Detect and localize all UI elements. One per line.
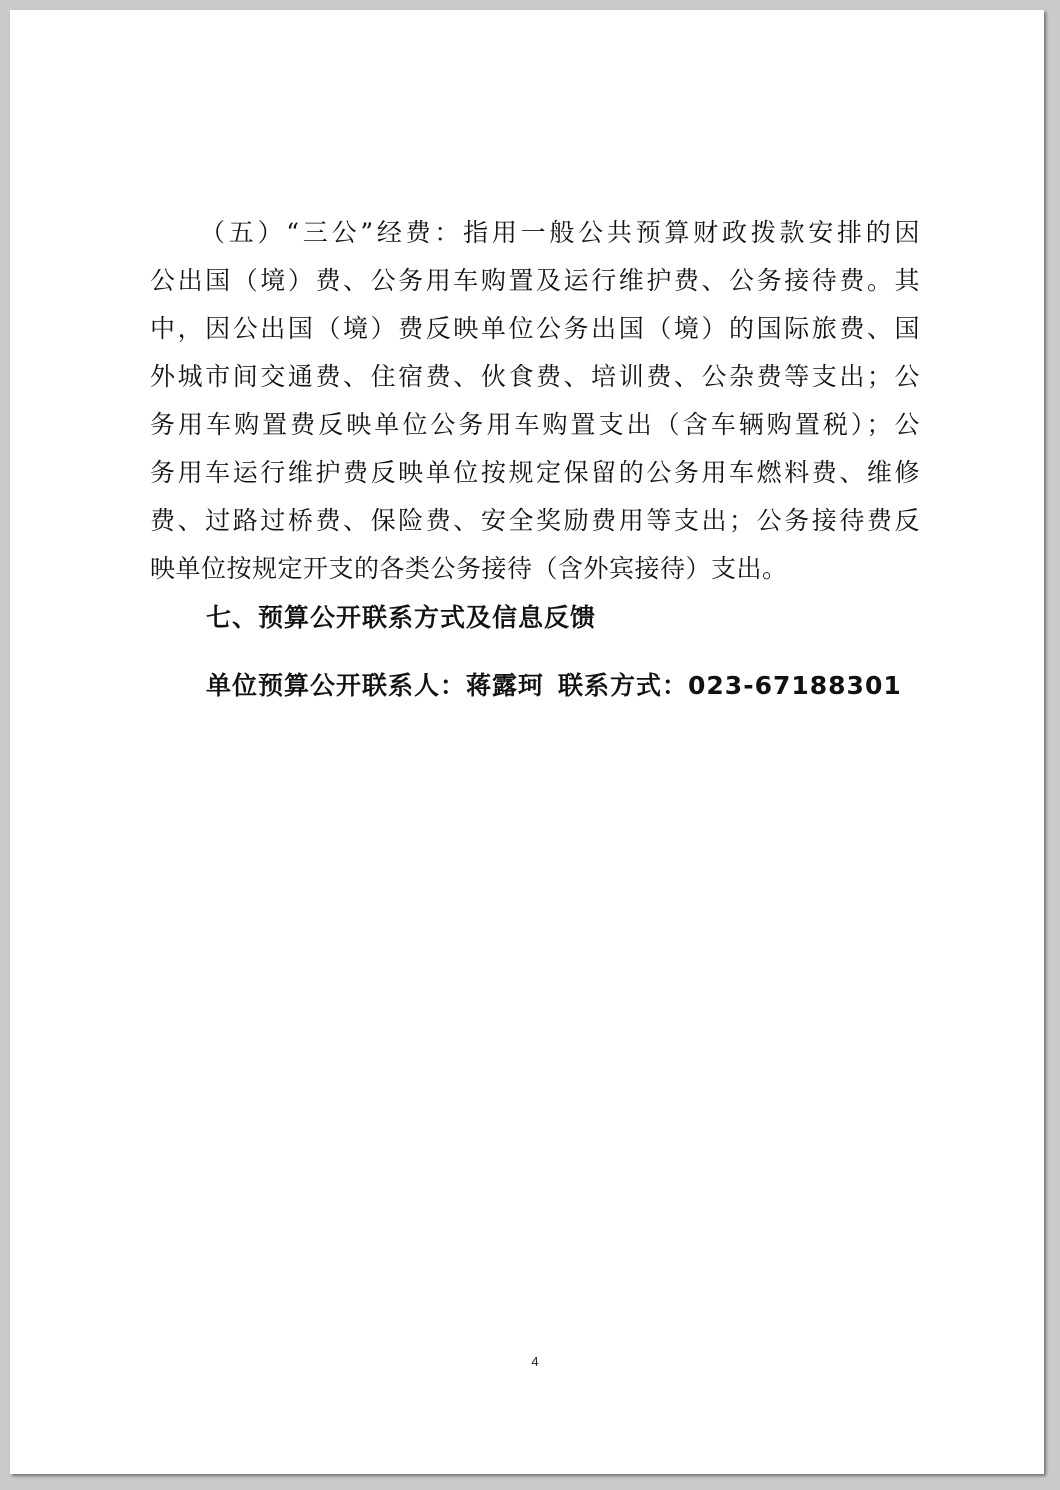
page-number: 4 [531, 1354, 539, 1369]
paragraph-line: 映单位按规定开支的各类公务接待（含外宾接待）支出。 [150, 554, 788, 583]
contact-info [206, 666, 902, 706]
paragraph-line: 务用车购置费反映单位公务用车购置支出（含车辆购置税）；公 [150, 410, 920, 439]
contact-phone: 联系方式：023-67188301 [558, 671, 902, 700]
paragraph-line: （五）“三公”经费：指用一般公共预算财政拨款安排的因 [200, 218, 920, 247]
document-page [10, 10, 1044, 1474]
paragraph-line: 费、过路过桥费、保险费、安全奖励费用等支出；公务接待费反 [150, 506, 920, 535]
paragraph-line: 外城市间交通费、住宿费、伙食费、培训费、公杂费等支出；公 [150, 362, 920, 391]
paragraph-line: 务用车运行维护费反映单位按规定保留的公务用车燃料费、维修 [150, 458, 920, 487]
section-heading: 七、预算公开联系方式及信息反馈 [206, 603, 597, 632]
contact-person: 单位预算公开联系人：蒋露珂 [206, 671, 545, 700]
paragraph-line: 公出国（境）费、公务用车购置及运行维护费、公务接待费。其 [150, 266, 920, 295]
paragraph-line: 中，因公出国（境）费反映单位公务出国（境）的国际旅费、国 [150, 314, 920, 343]
